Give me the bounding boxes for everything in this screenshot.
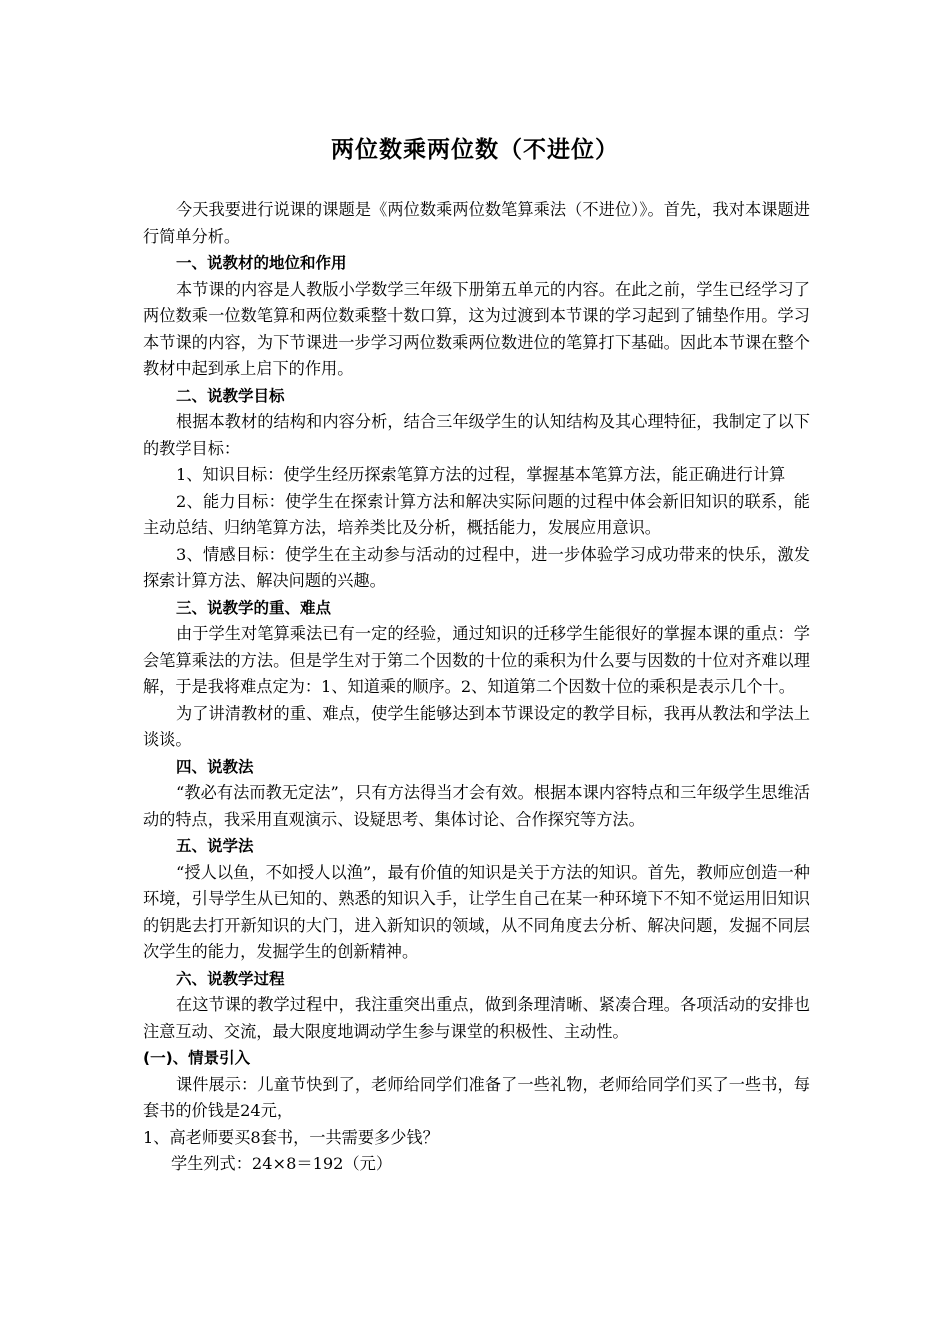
learning-method-paragraph: “授人以鱼，不如授人以渔”，最有价值的知识是关于方法的知识。首先，教师应创造一种环境，引导学生从已知的、熟悉的知识入手，让学生自己在某一种环境下不知不觉运用旧知识的钥匙去打开新知识的大门，进入新知识的领域，从不同角度去分析、解决问题，发掘不同层次学生的能力，发掘学生的创新精神。 [143, 862, 810, 961]
section-heading-teaching-method: 四、说教法 [176, 757, 254, 776]
student-formula: 学生列式：24×8＝192（元） [171, 1154, 393, 1173]
document-body [143, 197, 810, 1178]
intro-paragraph: 今天我要进行说课的课题是《两位数乘两位数笔算乘法（不进位）》。首先，我对本课题进行简单分析。 [143, 200, 810, 246]
section-heading-key-points: 三、说教学的重、难点 [176, 598, 332, 617]
section-heading-textbook: 一、说教材的地位和作用 [176, 254, 347, 272]
goal-emotion: 3、情感目标：使学生在主动参与活动的过程中，进一步体验学习成功带来的快乐，激发探索计算方法、解决问题的兴趣。 [143, 544, 810, 590]
scenario-paragraph: 课件展示：儿童节快到了，老师给同学们准备了一些礼物，老师给同学们买了一些书，每套书的价钱是24元， [143, 1074, 810, 1120]
subsection-heading-intro: (一)、情景引入 [143, 1049, 251, 1067]
goal-knowledge: 1、知识目标：使学生经历探索笔算方法的过程，掌握基本笔算方法，能正确进行计算 [176, 465, 786, 484]
section-heading-process: 六、说教学过程 [176, 969, 285, 988]
question-1: 1、高老师要买8套书，一共需要多少钱？ [143, 1127, 439, 1147]
key-points-paragraph: 由于学生对笔算乘法已有一定的经验，通过知识的迁移学生能很好的掌握本课的重点：学会笔算乘法的方法。但是学生对于第二个因数的十位的乘积为什么要与因数的十位对齐难以理解，于是我将难点定为：1、知道乘的顺序。2、知道第二个因数十位的乘积是表示几个十。 [143, 624, 810, 696]
transition-paragraph: 为了讲清教材的重、难点，使学生能够达到本节课设定的教学目标，我再从教法和学法上谈谈。 [143, 703, 810, 749]
textbook-paragraph: 本节课的内容是人教版小学数学三年级下册第五单元的内容。在此之前，学生已经学习了两位数乘一位数笔算和两位数乘整十数口算，这为过渡到本节课的学习起到了铺垫作用。学习本节课的内容，为下节课进一步学习两位数乘两位数进位的笔算打下基础。因此本节课在整个教材中起到承上启下的作用。 [143, 279, 810, 378]
teaching-method-paragraph: “教必有法而教无定法”，只有方法得当才会有效。根据本课内容特点和三年级学生思维活动的特点，我采用直观演示、设疑思考、集体讨论、合作探究等方法。 [143, 783, 810, 829]
document-title: 两位数乘两位数（不进位） [331, 137, 619, 163]
process-paragraph: 在这节课的教学过程中，我注重突出重点，做到条理清晰、紧凑合理。各项活动的安排也注意互动、交流，最大限度地调动学生参与课堂的积极性、主动性。 [143, 995, 810, 1041]
section-heading-goals: 二、说教学目标 [176, 386, 285, 405]
goals-intro-paragraph: 根据本教材的结构和内容分析，结合三年级学生的认知结构及其心理特征，我制定了以下的教学目标： [143, 412, 810, 458]
section-heading-learning-method: 五、说学法 [176, 837, 254, 855]
goal-ability: 2、能力目标：使学生在探索计算方法和解决实际问题的过程中体会新旧知识的联系，能主动总结、归纳笔算方法，培养类比及分析，概括能力，发展应用意识。 [143, 491, 810, 537]
